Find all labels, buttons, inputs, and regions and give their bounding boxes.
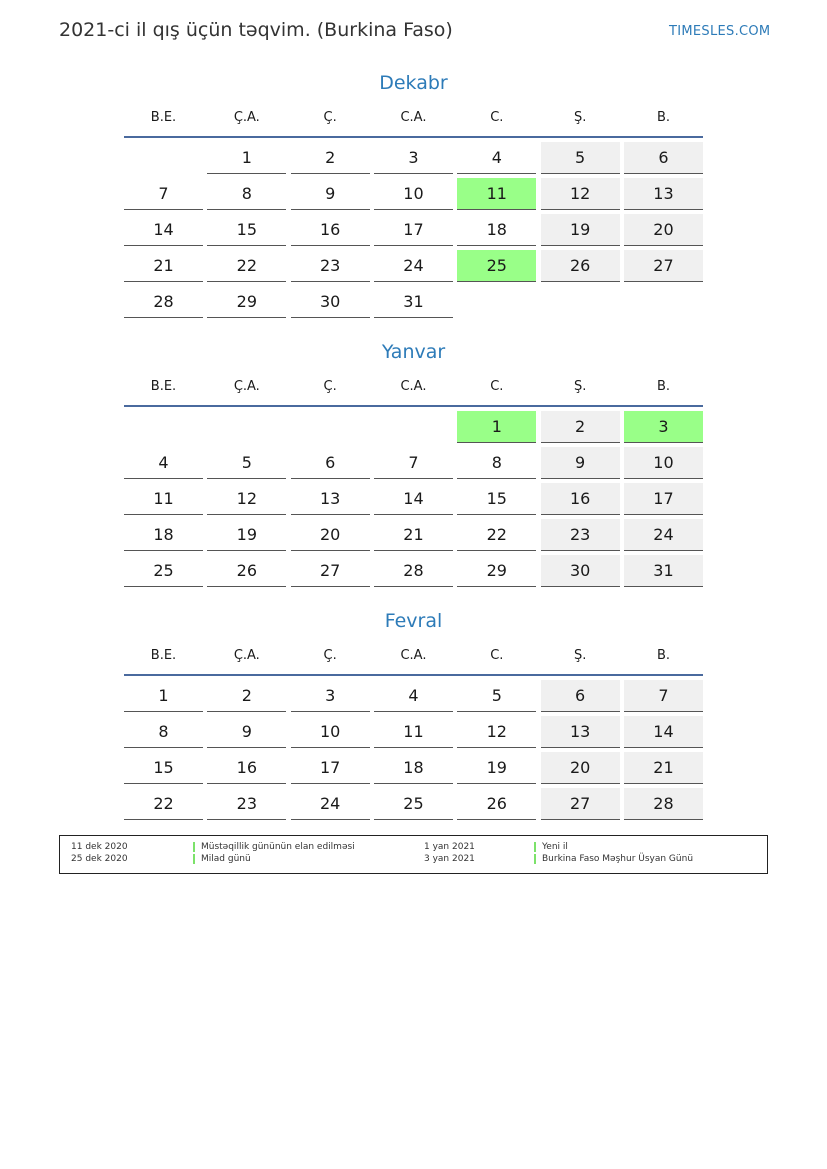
weekday-label: B.: [656, 379, 670, 394]
holiday-day-cell[interactable]: 1: [457, 411, 536, 443]
weekend-day-cell[interactable]: 9: [541, 447, 620, 479]
weekend-day-cell[interactable]: 30: [541, 555, 620, 587]
day-cell[interactable]: 22: [207, 250, 286, 282]
day-cell[interactable]: 16: [291, 214, 370, 246]
day-cell[interactable]: 6: [291, 447, 370, 479]
day-cell[interactable]: 29: [207, 286, 286, 318]
weekday-label: Ş.: [573, 110, 587, 125]
weekend-day-cell[interactable]: 6: [624, 142, 703, 174]
day-cell[interactable]: 25: [374, 788, 453, 820]
day-cell[interactable]: 1: [124, 680, 203, 712]
legend-holiday-name: Müstəqillik gününün elan edilməsi: [201, 842, 355, 852]
weekend-day-cell[interactable]: 17: [624, 483, 703, 515]
day-cell: [207, 411, 286, 443]
weekend-day-cell[interactable]: 7: [624, 680, 703, 712]
holiday-day-cell[interactable]: 11: [457, 178, 536, 210]
day-cell: [291, 411, 370, 443]
weekday-label: Ç.: [323, 648, 337, 663]
day-cell[interactable]: 16: [207, 752, 286, 784]
day-cell[interactable]: 2: [207, 680, 286, 712]
weekday-label: Ç.: [323, 110, 337, 125]
day-cell[interactable]: 24: [291, 788, 370, 820]
day-cell: [457, 286, 536, 318]
site-link[interactable]: TIMESLES.COM: [669, 24, 771, 39]
weekday-label: C.: [490, 110, 504, 125]
holiday-color-swatch: [534, 854, 536, 864]
day-cell[interactable]: 18: [457, 214, 536, 246]
weekday-label: Ç.A.: [233, 110, 260, 125]
day-cell[interactable]: 2: [291, 142, 370, 174]
weekend-day-cell[interactable]: 19: [541, 214, 620, 246]
weekday-label: C.A.: [400, 648, 427, 663]
month-name: Fevral: [384, 610, 443, 632]
day-cell[interactable]: 3: [291, 680, 370, 712]
week-row: [124, 752, 703, 784]
weekend-day-cell[interactable]: 12: [541, 178, 620, 210]
day-cell[interactable]: 8: [457, 447, 536, 479]
day-cell[interactable]: 23: [207, 788, 286, 820]
month-name: Dekabr: [379, 72, 448, 94]
day-cell: [124, 411, 203, 443]
header-divider: [124, 674, 703, 676]
weekday-label: B.E.: [150, 110, 177, 125]
day-cell[interactable]: 23: [291, 250, 370, 282]
day-cell[interactable]: 20: [291, 519, 370, 551]
day-cell[interactable]: 10: [291, 716, 370, 748]
day-cell[interactable]: 11: [124, 483, 203, 515]
weekday-label: C.A.: [400, 110, 427, 125]
week-row: [124, 680, 703, 712]
day-cell[interactable]: 18: [124, 519, 203, 551]
weekend-day-cell[interactable]: 27: [541, 788, 620, 820]
weekend-day-cell[interactable]: 21: [624, 752, 703, 784]
weekend-day-cell[interactable]: 5: [541, 142, 620, 174]
day-cell[interactable]: 8: [207, 178, 286, 210]
weekday-label: Ş.: [573, 648, 587, 663]
weekday-header: [124, 376, 703, 398]
week-row: [124, 716, 703, 748]
weekday-label: C.: [490, 648, 504, 663]
weekend-day-cell[interactable]: 31: [624, 555, 703, 587]
week-row: [124, 483, 703, 515]
day-cell[interactable]: 1: [207, 142, 286, 174]
weekday-label: C.: [490, 379, 504, 394]
holiday-day-cell[interactable]: 3: [624, 411, 703, 443]
day-cell[interactable]: 15: [207, 214, 286, 246]
legend-date: 3 yan 2021: [424, 854, 475, 864]
weekend-day-cell[interactable]: 13: [541, 716, 620, 748]
day-cell[interactable]: 5: [457, 680, 536, 712]
weekend-day-cell[interactable]: 10: [624, 447, 703, 479]
day-cell[interactable]: 3: [374, 142, 453, 174]
day-cell[interactable]: 25: [124, 555, 203, 587]
week-row: [124, 447, 703, 479]
page-title: 2021-ci il qış üçün təqvim. (Burkina Faso): [59, 19, 453, 41]
day-cell[interactable]: 28: [374, 555, 453, 587]
day-cell[interactable]: 26: [457, 788, 536, 820]
legend-date: 25 dek 2020: [71, 854, 128, 864]
day-cell: [124, 142, 203, 174]
holiday-legend: [59, 835, 768, 874]
weekend-day-cell[interactable]: 24: [624, 519, 703, 551]
weekday-header: [124, 645, 703, 667]
day-cell[interactable]: 14: [374, 483, 453, 515]
day-cell[interactable]: 26: [207, 555, 286, 587]
holiday-day-cell[interactable]: 25: [457, 250, 536, 282]
day-cell[interactable]: 28: [124, 286, 203, 318]
day-cell[interactable]: 19: [207, 519, 286, 551]
day-cell[interactable]: 22: [457, 519, 536, 551]
day-cell[interactable]: 12: [457, 716, 536, 748]
week-row: [124, 250, 703, 282]
day-cell[interactable]: 10: [374, 178, 453, 210]
day-cell[interactable]: 22: [124, 788, 203, 820]
weekday-label: Ş.: [573, 379, 587, 394]
weekend-day-cell[interactable]: 14: [624, 716, 703, 748]
day-cell: [624, 286, 703, 318]
day-cell: [541, 286, 620, 318]
weekend-day-cell[interactable]: 2: [541, 411, 620, 443]
day-cell[interactable]: 27: [291, 555, 370, 587]
weekend-day-cell[interactable]: 20: [624, 214, 703, 246]
legend-holiday-name: Burkina Faso Məşhur Üsyan Günü: [542, 854, 694, 864]
day-cell[interactable]: 31: [374, 286, 453, 318]
day-cell[interactable]: 11: [374, 716, 453, 748]
header-divider: [124, 405, 703, 407]
weekday-label: Ç.: [323, 379, 337, 394]
legend-holiday-name: Yeni il: [542, 842, 568, 852]
weekend-day-cell[interactable]: 27: [624, 250, 703, 282]
day-cell[interactable]: 9: [291, 178, 370, 210]
weekday-label: B.E.: [150, 379, 177, 394]
month-block: [124, 607, 703, 820]
weekday-label: B.: [656, 110, 670, 125]
weekend-day-cell[interactable]: 26: [541, 250, 620, 282]
weekday-label: B.: [656, 648, 670, 663]
month-block: [124, 69, 703, 318]
weekend-day-cell[interactable]: 6: [541, 680, 620, 712]
week-row: [124, 555, 703, 587]
day-cell[interactable]: 19: [457, 752, 536, 784]
weekday-label: Ç.A.: [233, 648, 260, 663]
weekend-day-cell[interactable]: 23: [541, 519, 620, 551]
header-divider: [124, 136, 703, 138]
day-cell[interactable]: 4: [457, 142, 536, 174]
day-cell[interactable]: 15: [124, 752, 203, 784]
week-row: [124, 411, 703, 443]
day-cell[interactable]: 5: [207, 447, 286, 479]
day-cell[interactable]: 21: [124, 250, 203, 282]
weekday-label: Ç.A.: [233, 379, 260, 394]
weekend-day-cell[interactable]: 13: [624, 178, 703, 210]
day-cell[interactable]: 7: [124, 178, 203, 210]
day-cell[interactable]: 13: [291, 483, 370, 515]
month-name: Yanvar: [381, 341, 446, 363]
holiday-color-swatch: [193, 842, 195, 852]
weekday-label: C.A.: [400, 379, 427, 394]
day-cell[interactable]: 4: [374, 680, 453, 712]
day-cell[interactable]: 7: [374, 447, 453, 479]
day-cell[interactable]: 15: [457, 483, 536, 515]
day-cell: [374, 411, 453, 443]
legend-holiday-name: Milad günü: [201, 854, 251, 864]
day-cell[interactable]: 21: [374, 519, 453, 551]
day-cell[interactable]: 17: [291, 752, 370, 784]
legend-date: 1 yan 2021: [424, 842, 475, 852]
weekday-label: B.E.: [150, 648, 177, 663]
week-row: [124, 142, 703, 174]
week-row: [124, 178, 703, 210]
day-cell[interactable]: 24: [374, 250, 453, 282]
legend-date: 11 dek 2020: [71, 842, 128, 852]
day-cell[interactable]: 12: [207, 483, 286, 515]
holiday-color-swatch: [534, 842, 536, 852]
week-row: [124, 286, 703, 318]
month-block: [124, 338, 703, 587]
week-row: [124, 214, 703, 246]
week-row: [124, 519, 703, 551]
day-cell[interactable]: 14: [124, 214, 203, 246]
day-cell[interactable]: 18: [374, 752, 453, 784]
week-row: [124, 788, 703, 820]
weekend-day-cell[interactable]: 20: [541, 752, 620, 784]
weekend-day-cell[interactable]: 16: [541, 483, 620, 515]
day-cell[interactable]: 30: [291, 286, 370, 318]
weekend-day-cell[interactable]: 28: [624, 788, 703, 820]
day-cell[interactable]: 8: [124, 716, 203, 748]
day-cell[interactable]: 17: [374, 214, 453, 246]
weekday-header: [124, 107, 703, 129]
day-cell[interactable]: 9: [207, 716, 286, 748]
holiday-color-swatch: [193, 854, 195, 864]
day-cell[interactable]: 29: [457, 555, 536, 587]
day-cell[interactable]: 4: [124, 447, 203, 479]
